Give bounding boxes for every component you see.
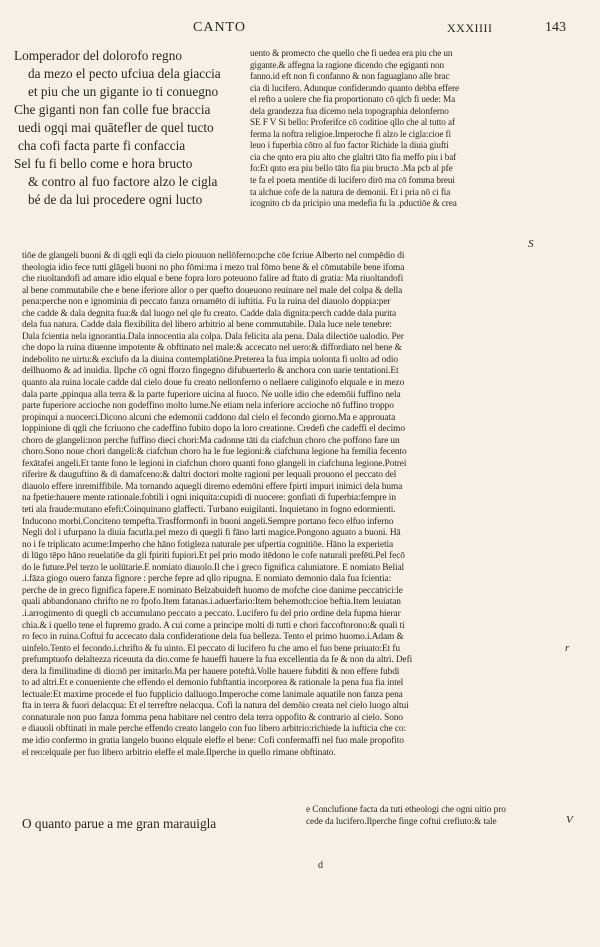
verse-line: da mezo el pecto ufciua dela giaccia: [28, 66, 221, 81]
verse-line: Lomperador del dolorofo regno: [14, 48, 183, 63]
commentary-line: te fa el poeta mentiōe di lucifero dirō ma cō fomma breui: [250, 175, 455, 186]
commentary-line: cede da lucifero.Ilperche finge coftui crefiuto:& tale: [306, 816, 497, 827]
margin-note-v: V: [566, 814, 573, 826]
commentary-line: cia che qnto era piu alto che glaltri tāto fia meffo piu i baf: [250, 151, 457, 162]
commentary-line: che cadde & dala degnita fua:& dal luogo nel qle fu creato. Cadde dala dignita:perch cadde dala purita: [22, 308, 397, 319]
verse-line: uedi ogqi mai quātefler de quel tucto: [18, 120, 214, 135]
verse-line: Che giganti non fan colle fue braccia: [14, 102, 211, 117]
verse-line: Sel fu fi bello come e hora bructo: [14, 156, 193, 171]
commentary-line: Negli dol i ufurpano la diuia facutla.pel mezo di quegli fi fāno larti magice.Pongono aguato a buoni. Hā: [22, 528, 401, 539]
header-canto: CANTO: [193, 20, 246, 35]
commentary-line: el reo:elquale per fuo libero arbitrio eleffe el male.Ilperche in quello rimane obftinato.: [22, 747, 336, 758]
commentary-line: tiōe de glangeli buoni & di qgli eqli da cielo piouuon nellōferno:pche cōe fcriue Alberto nel compēdio di: [22, 251, 405, 261]
commentary-line: ferma la noftra religioe.Imperoche fi alzo le cigla:cioe fi: [250, 128, 451, 139]
commentary-line: teti ala fraude:mutano efefi:Coinquinano glaffecti. Turbano euigilanti. Inquietano in fogno edormienti.: [22, 505, 396, 516]
commentary-line: loppinione di qgli che fcriuono che cadeffino fubito dopo la loro creatione. Credefi che cadeffi el decimo: [22, 424, 405, 435]
commentary-line: fo:Et qnto era piu bello tāto fia piu bructo .Ma pcb al pfe: [250, 163, 453, 174]
commentary-line: Inducono morbi.Conciteno tempefta.Trasfformonfi in buoni angeli.Sempre portano feco elfuo inferno: [22, 516, 394, 527]
commentary-line: SE F V Si bello: Proferifce cō coditioe qllo che al tutto af: [250, 117, 455, 128]
commentary-line: dera la fimilitudine di dio:nō per imitarlo.Ma per hauere poteftà.Volle hauere fubditi & non effere fubdi: [22, 666, 400, 677]
commentary-line: el refto a uolere che fia proportionato cō qlcb fi uede: Ma: [250, 94, 456, 105]
commentary-line: .i.arrogimento di quegli cb accumulano peccato a peccato. Lucifero fu del prio ordine dela fupma hierar: [22, 608, 401, 619]
commentary-line: quali abbandonano chrifto ne ro fpofo.Item fatanas.i.aduerfario:Item behemoth:cioe beftia.Item leuiatan: [22, 597, 401, 608]
commentary-line: fanno.id eft non fi confanno & non faguaglano alle brac: [250, 71, 450, 82]
commentary-line: no i fe triplicato acume:Imperho che hāno fotigleza naturale per ufpertia cognitiōe. Hāno la experietia: [22, 539, 394, 550]
verse-block: [14, 47, 250, 209]
commentary-line: uinfelo.Tento el fecondo.i.chrifto & fu uinto. El peccato di lucifero fu che amo el fuo bene priuato:Et fu: [22, 643, 400, 654]
commentary-line: to ad altri.Et e conueniente che effendo el demonio fubftantia incorporea & rationale la pena fua fia intel: [22, 678, 404, 689]
commentary-line: quanto ala ruina locale cadde dal cielo doue fu creato nellonferno o nellaere caliginofo elquale e in mezo: [22, 378, 405, 389]
folio-number: 143: [545, 20, 566, 35]
commentary-line: me idio confermo in gratia langelo buono elquale eleffe el bene: Cofi confermaffi nel fuo male propofito: [22, 735, 404, 746]
verse-line: cha cofi facta parte fi confaccia: [18, 138, 186, 153]
commentary-line: lectuale:Et maxime procede el fuo fupplicio dalluogo.Imperoche come lanimale aquatile non fanza pena: [22, 689, 403, 700]
commentary-line: na fpetie:hauere mente rationale.fobtili i ogni iniquita:cupidi di nuocere: gonfiati di fuperbia:fempre in: [22, 493, 396, 504]
commentary-line: e diauoli obftinati in male perche effendo creato langelo con fuo libero arbitrio:richiede la iufticia che co:: [22, 724, 406, 735]
final-verse-line: O quanto parue a me gran marauigla: [22, 816, 217, 831]
commentary-line: prefumptuofo delaltezza riceuuta da dio.come fe haueffi hauere la fua excellentia da fe & non da altri. Defi: [22, 655, 413, 666]
commentary-line: icognito cb da pricipio una medefia fu la .pductiōe & crea: [250, 198, 457, 209]
commentary-top-column: [250, 48, 538, 210]
commentary-line: theologia idio fece tutti glāgeli buoni no pho fōmi:ma i mezo tral fōmo bene & el cōmutabile bene ifoma: [22, 262, 405, 273]
running-header: [0, 20, 600, 44]
commentary-line: choro de glangeli:non perche fuffino dieci chori:Ma cadonne tāti da ciafchun choro che poffono fare un: [22, 435, 400, 446]
header-canto-numeral: XXXIIII: [447, 21, 493, 35]
commentary-line: do le future.Pel terzo le uolūtarie.E nomiato diauolo.Il che i greco fignifica caluniatore. E nomiato Belial: [22, 562, 405, 573]
verse-line: bé de da lui procedere ogni lucto: [28, 192, 203, 207]
commentary-line: indebolito ne uirtu:& exclufo da la diuina contemplatiōne.Preterea la fua impia uolonta fi uolto ad odio: [22, 354, 398, 365]
commentary-line: uento & promecto che quello che fi uedea era piu che un: [250, 48, 453, 58]
commentary-line: perche de in greco fignifica fapere.E nominato Belzabuideft huomo de mofche cioe danime peccatrici:le: [22, 585, 403, 596]
commentary-line: dela fua natura. Cadde dala flexibilita del libero arbitrio al bene commutabile. Dala luce nele tenebre:: [22, 320, 392, 331]
commentary-line: e Conclufione facta da tuti etheologi che ogni uitio pro: [306, 805, 506, 815]
commentary-line: gigante.& affegna la ragione dicendo che egiganti non: [250, 59, 445, 70]
margin-note-s: S: [528, 238, 534, 250]
catchword: d: [318, 860, 323, 871]
commentary-line: .i.fāza giogo ouero fanza fignore : perche fepre ad qllo ripugna. E nomiato demonio dala fua fcientia:: [22, 574, 392, 585]
commentary-full-width: [22, 251, 558, 759]
commentary-line: chia.& i quello tene el fupremo grado. A cui come a principe molti di tutti e chori faccoftorono:& quali ti: [22, 620, 405, 631]
commentary-line: dellhuomo & ad inuidia. Ilpche cō ogni fforzo fingegno difubuerterlo & anchora con uarie tentationi.Et: [22, 366, 399, 377]
verse-line: et piu che un gigante io ti conuegno: [28, 84, 219, 99]
final-commentary: [306, 805, 560, 828]
commentary-line: choro.Sono noue chori dangeli:& ciafchun choro ha le fue legioni:& ciafchuna legione ha femilia fecento: [22, 447, 407, 458]
commentary-line: propinqui a nuocerci.Dicono alcuni che edemonii caddono dal cielo el fecondo giorno.Ma e approuata: [22, 412, 396, 423]
commentary-line: dala parte ,ppinqua alla terra & la parte fuperiore uicina al fuoco. Ne uolle idio che edemōii fuffino nela: [22, 389, 401, 400]
commentary-line: ta alchue cofe de la natura de demonii. Et i pria nō ci fia: [250, 186, 451, 197]
verse-line: & contro al fuo factore alzo le cigla: [28, 174, 218, 189]
commentary-line: pena:perche non e ignominia di peccato fanza ornamēto di iuftitia. Fu la ruina del diauolo doppia:per: [22, 297, 391, 308]
commentary-line: fta in terra & fuori delacqua: Et el terreftre nelacqua. Cofi la natura del demōio creata nel cielo luogo altui: [22, 701, 409, 712]
margin-note-r: r: [565, 642, 570, 654]
commentary-line: diauolo effere inremiffibile. Ma tornando aquegli diremo edemōni effere fpirti impuri inimici dela huma: [22, 481, 403, 492]
commentary-line: connaturale non puo fanza fomma pena habitare nel centro dela terra oppofito & contrario al cielo. Sono: [22, 712, 403, 723]
commentary-line: leuo i fuperbia cōtro al fuo factor Richide la diuia giufti: [250, 140, 449, 151]
commentary-line: cia di lucifero. Adunque confiderando quanto debba effere: [250, 82, 459, 93]
commentary-line: ro feco in ruina.Coftui fu accecato dala confideratione dela fua belleza. Tento el primo huomo.i.Adam &: [22, 632, 404, 643]
commentary-line: Dala fcientia nela ignorantia.Dala innocentia ala colpa. Dala felicita ala pena. Dala dilectiōe ualodio. Per: [22, 331, 404, 342]
commentary-line: che dopo la ruina diuenne impotente & obftinato nel male:& accecato nel uero:& diffordiato nel bene &: [22, 343, 402, 354]
commentary-line: al bene commutabile che e bene iferiore allor o per quefto doueuono reuinare nel male del colpa & della: [22, 285, 403, 296]
commentary-line: fexātafei angeli.Et tante fono le legioni in ciafchun choro quanti fono glangeli in ciafchuna legione.Potrei: [22, 458, 407, 469]
commentary-line: riferire & dauguftino & di damafceno:& daltri doctori molte ragioni per lequali prouono el peccato del: [22, 470, 397, 481]
commentary-line: che riuoltandofi ad amare idio elqual e bene fopra loro poteuono falire ad ftato di gratia: Ma riuoltandofi: [22, 274, 404, 285]
commentary-line: dela grandezza fua dicemo nela topographia delonferno: [250, 105, 449, 116]
commentary-line: parte fuperiore accioche non godeffino molto lume.Ne etiam nela inferiore accioche nō fuffino troppo: [22, 401, 394, 412]
commentary-line: di lūgo tēpo hāno reuelatiōe da gli fpiriti fupiori.Et pel prio modo itēdono le cofe naturali prefēti.Pel fecō: [22, 551, 405, 562]
